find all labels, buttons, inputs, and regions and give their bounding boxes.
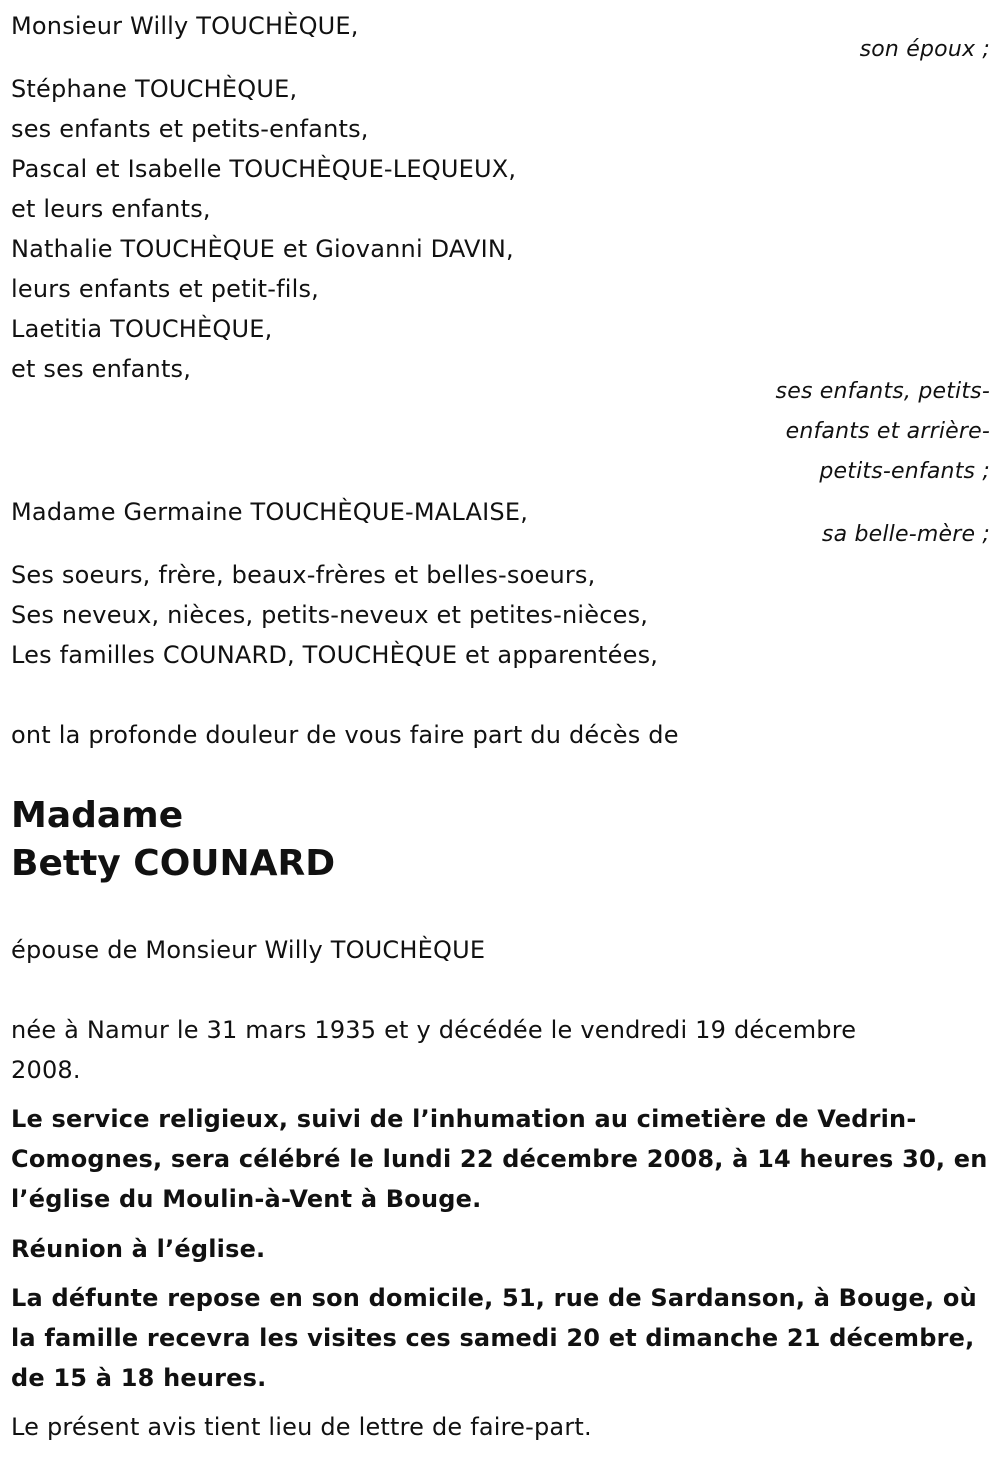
family-line: et leurs enfants,	[11, 195, 211, 223]
relatives-line: Ses soeurs, frère, beaux-frères et belles-soeurs,	[11, 561, 596, 589]
birth-death-line: née à Namur le 31 mars 1935 et y décédée le vendredi 19 décembre	[11, 1016, 857, 1044]
announcement: ont la profonde douleur de vous faire part du décès de	[11, 721, 679, 749]
birth-death-line: 2008.	[11, 1056, 81, 1084]
relatives-line: Ses neveux, nièces, petits-neveux et petites-nièces,	[11, 601, 649, 629]
family-line: ses enfants et petits-enfants,	[11, 115, 369, 143]
visitation-line: la famille recevra les visites ces samedi 20 et dimanche 21 décembre,	[11, 1324, 975, 1352]
footer-note: Le présent avis tient lieu de lettre de faire-part.	[11, 1413, 592, 1441]
family-line: Laetitia TOUCHÈQUE,	[11, 315, 273, 343]
relatives-line: Les familles COUNARD, TOUCHÈQUE et apparentées,	[11, 641, 659, 669]
visitation-line: La défunte repose en son domicile, 51, rue de Sardanson, à Bouge, où	[11, 1284, 977, 1312]
husband-role: son époux ;	[859, 37, 990, 62]
meeting-line: Réunion à l’église.	[11, 1235, 266, 1263]
service-line: Comognes, sera célébré le lundi 22 décembre 2008, à 14 heures 30, en	[11, 1145, 988, 1173]
children-role-line: ses enfants, petits-	[775, 379, 990, 404]
husband-name: Monsieur Willy TOUCHÈQUE,	[11, 12, 359, 40]
family-line: Nathalie TOUCHÈQUE et Giovanni DAVIN,	[11, 235, 514, 263]
children-role-line: enfants et arrière-	[785, 419, 990, 444]
children-role-line: petits-enfants ;	[819, 459, 990, 484]
deceased-title: Madame	[11, 795, 184, 836]
family-line: Pascal et Isabelle TOUCHÈQUE-LEQUEUX,	[11, 155, 517, 183]
family-line: Stéphane TOUCHÈQUE,	[11, 75, 298, 103]
family-line: et ses enfants,	[11, 355, 192, 383]
service-line: Le service religieux, suivi de l’inhumation au cimetière de Vedrin-	[11, 1105, 917, 1133]
family-line: leurs enfants et petit-fils,	[11, 275, 320, 303]
visitation-line: de 15 à 18 heures.	[11, 1364, 267, 1392]
mother-in-law-role: sa belle-mère ;	[821, 522, 990, 547]
mother-in-law-name: Madame Germaine TOUCHÈQUE-MALAISE,	[11, 498, 529, 526]
spouse-line: épouse de Monsieur Willy TOUCHÈQUE	[11, 936, 486, 964]
service-line: l’église du Moulin-à-Vent à Bouge.	[11, 1185, 482, 1213]
deceased-name: Betty COUNARD	[11, 843, 336, 884]
